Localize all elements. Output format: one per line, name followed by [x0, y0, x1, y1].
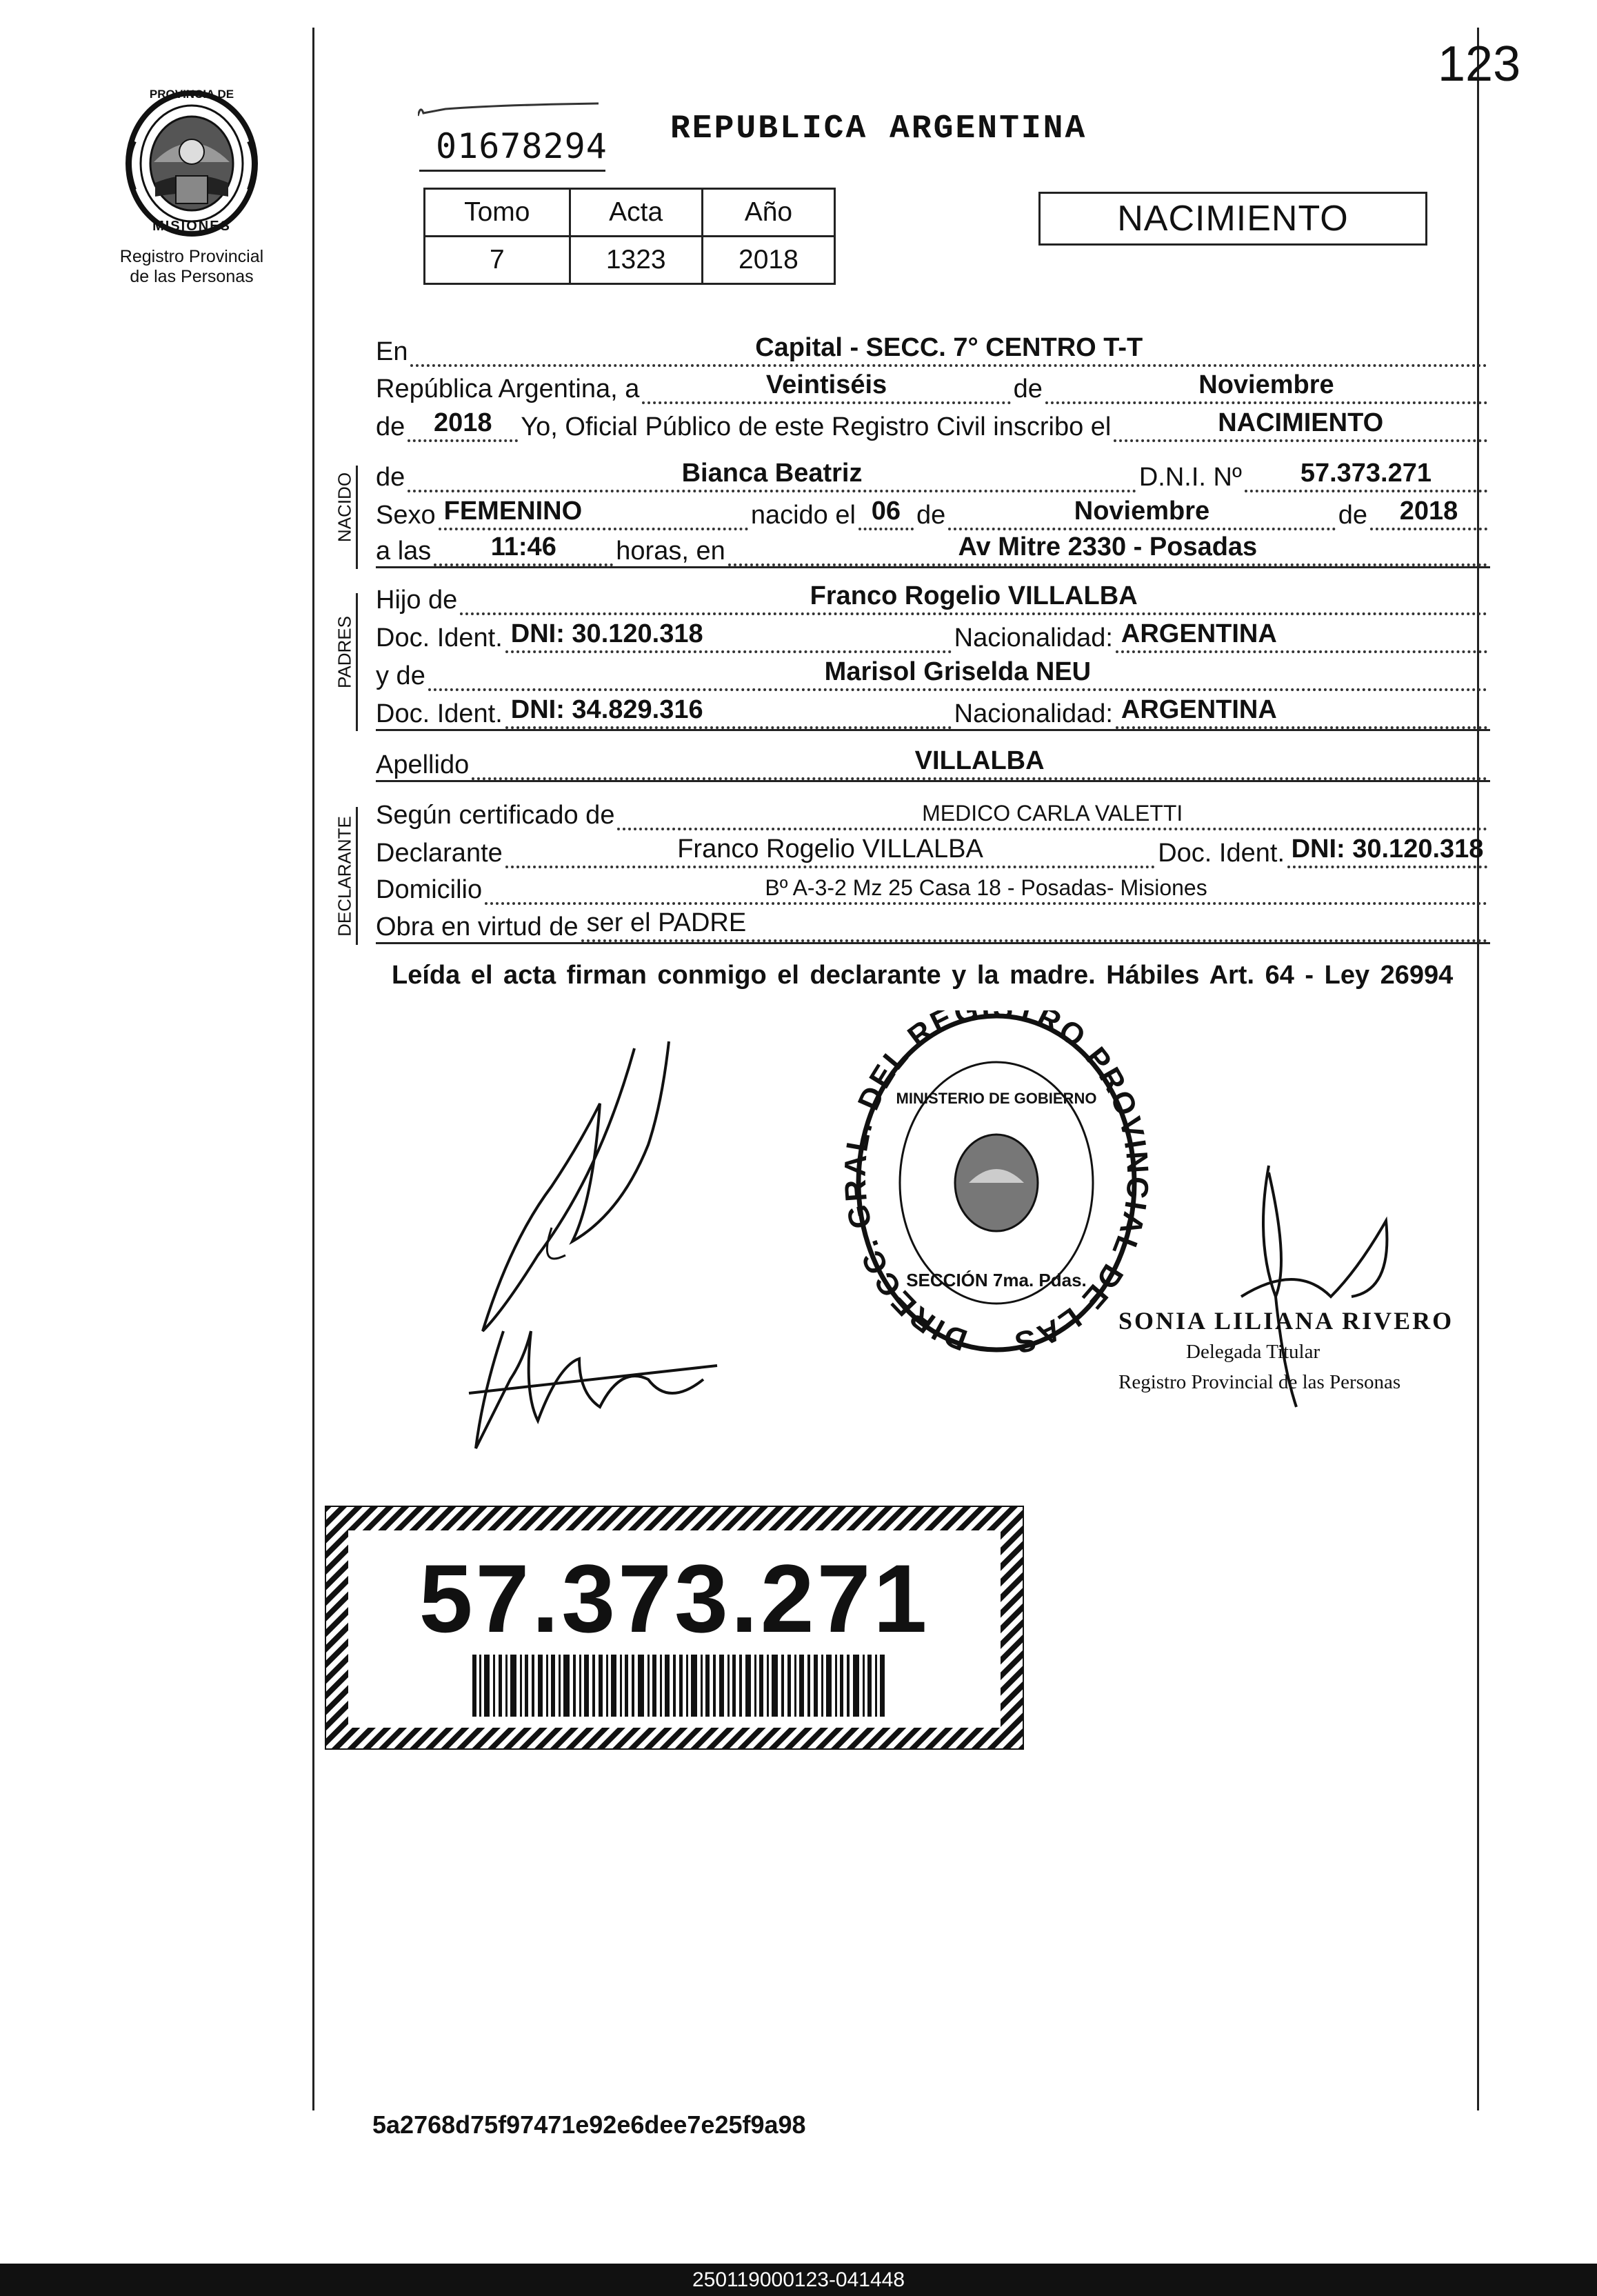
value-anio-inscripcion: 2018 [434, 408, 492, 437]
value-nacionalidad-madre: ARGENTINA [1121, 695, 1277, 724]
declarant-signature-icon [441, 1035, 731, 1476]
label-republica-argentina: República Argentina, a [376, 375, 640, 403]
row-sexo [376, 493, 1490, 530]
closing-text: Leída el acta firman conmigo el declarante y la madre. Hábiles Art. 64 - Ley 26994 [392, 961, 1454, 990]
value-tomo: 7 [425, 237, 570, 284]
label-sexo: Sexo [376, 501, 436, 530]
official-stamp [841, 1010, 1152, 1369]
value-anio-nacimiento: 2018 [1399, 497, 1458, 526]
left-margin-line [312, 28, 314, 2110]
label-domicilio: Domicilio [376, 875, 483, 904]
value-nacionalidad-padre: ARGENTINA [1121, 619, 1277, 648]
label-de: de [1013, 375, 1043, 403]
section-label-padres: PADRES [334, 616, 355, 688]
row-declarante [376, 831, 1490, 868]
seal-text-bottom: MISIONES [152, 219, 231, 234]
value-declarante: Franco Rogelio VILLALBA [677, 835, 983, 864]
header-tomo: Tomo [425, 189, 570, 237]
section-label-declarante: DECLARANTE [334, 816, 355, 937]
value-certificado: MEDICO CARLA VALETTI [922, 801, 1183, 826]
row-padre-doc [376, 616, 1490, 653]
value-dia-nacimiento: 06 [871, 497, 901, 526]
registry-table [423, 188, 836, 285]
value-apellido: VILLALBA [914, 746, 1045, 775]
label-doc-ident: Doc. Ident. [376, 623, 503, 652]
label-doc-ident: Doc. Ident. [376, 699, 503, 728]
record-type-box: NACIMIENTO [1038, 192, 1427, 246]
section-label-nacido: NACIDO [334, 472, 355, 543]
label-nacionalidad: Nacionalidad: [954, 699, 1113, 728]
section-line-nacido [356, 466, 358, 569]
value-dni-madre: DNI: 34.829.316 [510, 695, 703, 724]
serial-scribble [418, 102, 604, 119]
label-horas-en: horas, en [616, 537, 725, 566]
value-lugar-inscripcion: Capital - SECC. 7° CENTRO T-T [755, 333, 1143, 362]
row-madre [376, 654, 1490, 691]
serial-number: 01678294 [436, 126, 607, 166]
value-lugar-nacimiento: Av Mitre 2330 - Posadas [958, 532, 1258, 561]
label-a-las: a las [376, 537, 432, 566]
label-y-de: y de [376, 661, 425, 690]
value-tipo-inscripcion: NACIMIENTO [1218, 408, 1384, 437]
value-dni-nacido: 57.373.271 [1300, 459, 1432, 488]
value-domicilio: Bº A-3-2 Mz 25 Casa 18 - Posadas- Misiones [765, 875, 1207, 900]
document-hash: 5a2768d75f97471e92e6dee7e25f9a98 [372, 2110, 806, 2139]
section-line-declarante [356, 807, 358, 945]
row-hora [376, 529, 1490, 568]
value-mes-nacimiento: Noviembre [1074, 497, 1210, 526]
row-anio [376, 405, 1490, 442]
label-segun-certificado: Según certificado de [376, 801, 615, 830]
official-office: Registro Provincial de las Personas [1118, 1371, 1401, 1393]
official-name: SONIA LILIANA RIVERO [1118, 1307, 1454, 1335]
label-de: de [1338, 501, 1367, 530]
serial-underline [419, 170, 605, 172]
official-title: Delegada Titular [1186, 1341, 1320, 1363]
value-dni-padre: DNI: 30.120.318 [510, 619, 703, 648]
row-domicilio [376, 868, 1490, 905]
label-nacionalidad: Nacionalidad: [954, 623, 1113, 652]
label-en: En [376, 337, 408, 366]
value-sexo: FEMENINO [443, 497, 583, 526]
country-title: REPUBLICA ARGENTINA [670, 110, 1087, 148]
value-dni-declarante: DNI: 30.120.318 [1291, 835, 1484, 864]
barcode-label [325, 1506, 1024, 1750]
row-certificado [376, 793, 1490, 830]
row-padre [376, 578, 1490, 615]
row-nombre [376, 455, 1490, 492]
barcode-icon [472, 1655, 886, 1717]
stamp-ring-text: DIRECC. GRAL. DEL REG TRO PROVINCIAL DE LAS [841, 1010, 1152, 1361]
registry-logo [112, 86, 271, 287]
row-fecha [376, 367, 1490, 404]
logo-caption-line2: de las Personas [130, 267, 254, 286]
label-dni: D.N.I. Nº [1138, 463, 1242, 492]
section-line-padres [356, 593, 358, 731]
seal-text-top: PROVINCIA DE [149, 88, 234, 101]
value-dia-inscripcion: Veintiséis [765, 370, 887, 399]
row-en [376, 330, 1490, 367]
stamp-section-text: SECCIÓN 7ma. Pdas. [906, 1270, 1087, 1290]
label-de: de [376, 412, 405, 441]
label-declarante: Declarante [376, 839, 503, 868]
barcode-number: 57.373.271 [419, 1544, 930, 1653]
value-nombre: Bianca Beatriz [681, 459, 863, 488]
value-mes-inscripcion: Noviembre [1198, 370, 1334, 399]
value-hora: 11:46 [490, 532, 556, 561]
registry-stamp-icon [841, 1010, 1152, 1369]
logo-caption-line1: Registro Provincial [119, 247, 264, 266]
row-apellido [376, 743, 1490, 782]
label-nacido-el: nacido el [750, 501, 856, 530]
page-number: 123 [1438, 37, 1521, 92]
row-obra [376, 905, 1490, 944]
row-madre-doc [376, 692, 1490, 731]
label-apellido: Apellido [376, 750, 470, 779]
header-anio: Año [702, 189, 834, 237]
value-obra: ser el PADRE [586, 908, 747, 937]
label-oficial-publico: Yo, Oficial Público de este Registro Civil inscribo el [521, 412, 1112, 441]
label-de: de [916, 501, 946, 530]
label-obra-en-virtud: Obra en virtud de [376, 912, 579, 941]
label-doc-ident: Doc. Ident. [1158, 839, 1285, 868]
footer-code: 250119000123-041448 [0, 2264, 1597, 2296]
value-padre: Franco Rogelio VILLALBA [810, 581, 1138, 610]
value-acta: 1323 [570, 237, 702, 284]
label-de: de [376, 463, 405, 492]
label-hijo-de: Hijo de [376, 586, 458, 615]
stamp-inner-text: MINISTERIO DE GOBIERNO [896, 1090, 1097, 1107]
value-madre: Marisol Griselda NEU [824, 657, 1092, 686]
header-acta: Acta [570, 189, 702, 237]
value-anio: 2018 [702, 237, 834, 284]
